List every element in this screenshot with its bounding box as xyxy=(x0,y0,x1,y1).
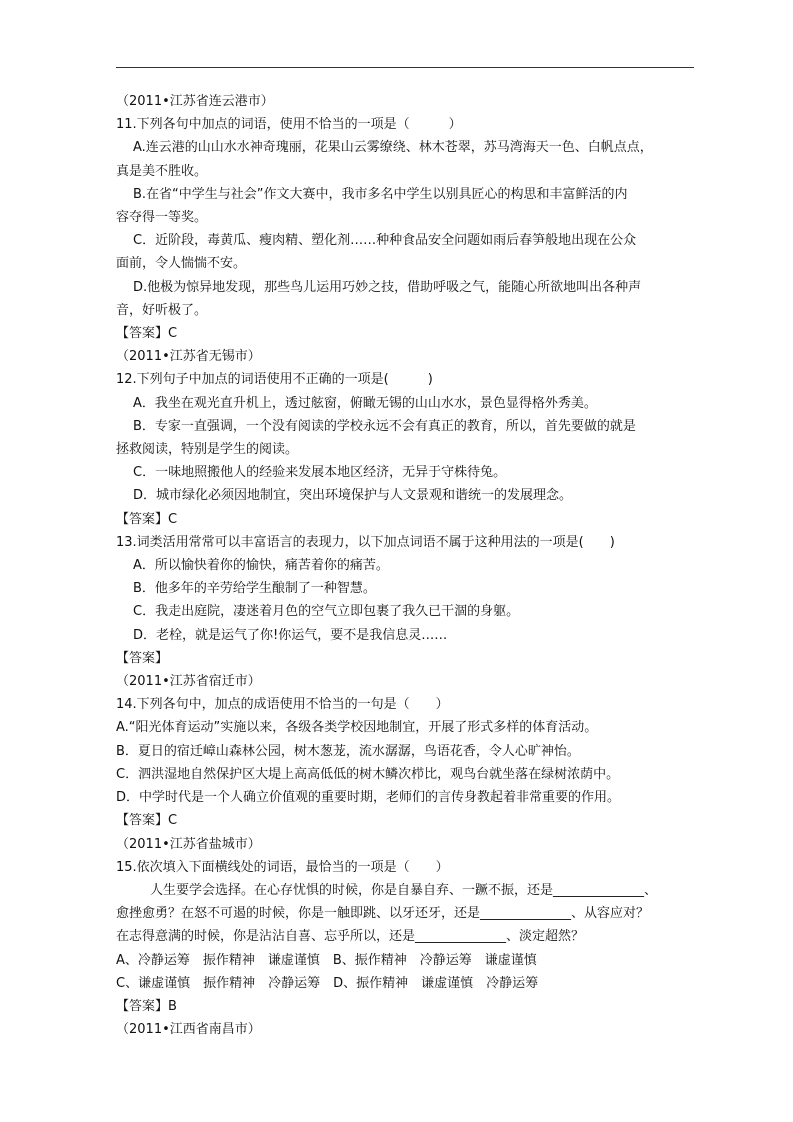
text-line: B．夏日的宿迁嶂山森林公园，树木葱茏，流水潺潺，鸟语花香，令人心旷神怡。 xyxy=(116,743,580,759)
source-line: （2011•江苏省盐城市） xyxy=(116,836,261,852)
text-line: B．专家一直强调，一个没有阅读的学校永远不会有真正的教育，所以，首先要做的就是 xyxy=(133,418,636,434)
text-line: （2011•江苏省连云港市） xyxy=(116,94,274,109)
text-line: D.他极为惊异地发现，那些鸟儿运用巧妙之技，借助呼吸之气，能随心所欲地叫出各种声 xyxy=(133,279,642,295)
text-line: A．所以愉快着你的愉快，痛苦着你的痛苦。 xyxy=(133,558,389,574)
text-line: D．中学时代是一个人确立价值观的重要时期，老师们的言传身教起着非常重要的作用。 xyxy=(116,790,621,806)
answer-line: 【答案】 xyxy=(116,650,169,666)
text-line: 在志得意满的时候，你是沾沾自喜、忘乎所以，还是______________、淡定超然？ xyxy=(116,929,585,945)
text-line: 11.下列各句中加点的词语，使用不恰当的一项是（ ） xyxy=(116,117,462,133)
text-line: D．城市绿化必须因地制宜，突出环境保护与人文景观和谐统一的发展理念。 xyxy=(133,488,573,504)
text-line: D．老栓，就是运气了你!你运气，要不是我信息灵…… xyxy=(133,627,448,643)
text-line: 音，好听极了。 xyxy=(116,302,208,318)
text-line: C．一味地照搬他人的经验来发展本地区经济，无异于守株待兔。 xyxy=(133,465,507,481)
text-line: B.在省“中学生与社会”作文大赛中，我市多名中学生以别具匠心的构思和丰富鲜活的内 xyxy=(133,186,628,202)
text-line: 拯救阅读，特别是学生的阅读。 xyxy=(116,442,299,458)
text-line: C、谦虚谨慎 振作精神 冷静运筹 D、振作精神 谦虚谨慎 冷静运筹 xyxy=(116,975,539,991)
text-line: C．我走出庭院，凄迷着月色的空气立即包裹了我久已干涸的身躯。 xyxy=(133,604,520,620)
source-line: （2011•江西省南昌市） xyxy=(116,1022,261,1038)
answer-line: 【答案】C xyxy=(116,511,178,527)
text-line: 15.依次填入下面横线处的词语，最恰当的一项是（ ） xyxy=(116,859,449,875)
source-line: （2011•江苏省宿迁市） xyxy=(116,674,261,690)
answer-line: 【答案】C xyxy=(116,326,178,342)
text-line: A．我坐在观光直升机上，透过舷窗，俯瞰无锡的山山水水，景色显得格外秀美。 xyxy=(133,395,597,411)
text-line: C．泗洪湿地自然保护区大堤上高高低低的树木鳞次栉比，观鸟台就坐落在绿树浓荫中。 xyxy=(116,766,620,782)
text-line: 面前，令人惴惴不安。 xyxy=(116,256,247,272)
text-line: 12.下列句子中加点的词语使用不正确的一项是( ) xyxy=(116,372,433,388)
document-body xyxy=(116,90,696,1041)
text-line: C．近阶段，毒黄瓜、瘦肉精、塑化剂……种种食品安全问题如雨后春笋般地出现在公众 xyxy=(133,233,637,249)
text-line: 愈挫愈勇？在怒不可遏的时候，你是一触即跳、以牙还牙，还是______________、从容应对？ xyxy=(116,906,650,922)
text-line: 真是美不胜收。 xyxy=(116,163,208,179)
text-line: 13.词类活用常常可以丰富语言的表现力，以下加点词语不属于这种用法的一项是( ) xyxy=(116,534,615,550)
answer-line: 【答案】B xyxy=(116,998,177,1014)
text-line: A、冷静运筹 振作精神 谦虚谨慎 B、振作精神 冷静运筹 谦虚谨慎 xyxy=(116,952,537,968)
text-line: A.“阳光体育运动”实施以来，各级各类学校因地制宜，开展了形式多样的体育活动。 xyxy=(116,720,598,736)
text-line: A.连云港的山山水水神奇瑰丽，花果山云雾缭绕、林木苍翠，苏马湾海天一色、白帆点点， xyxy=(133,140,653,156)
text-line: 人生要学会选择。在心存忧惧的时候，你是自暴自弃、一蹶不振，还是______________、 xyxy=(150,882,658,898)
source-line: （2011•江苏省无锡市） xyxy=(116,349,261,365)
text-line: B．他多年的辛劳给学生酿制了一种智慧。 xyxy=(133,581,376,597)
answer-line: 【答案】C xyxy=(116,813,178,829)
text-line: 14.下列各句中，加点的成语使用不恰当的一句是（ ） xyxy=(116,697,449,713)
text-line: 容夺得一等奖。 xyxy=(116,210,208,226)
header-rule xyxy=(116,67,694,68)
